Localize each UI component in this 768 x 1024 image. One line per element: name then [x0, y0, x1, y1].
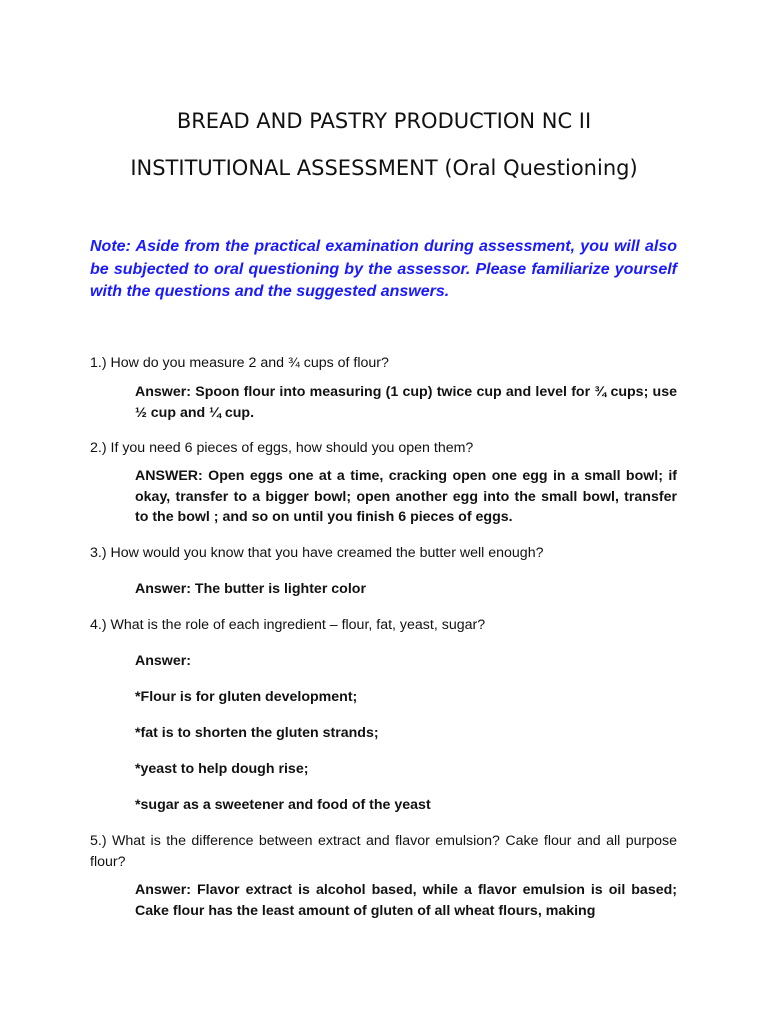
- answer-3: Answer: The butter is lighter color: [135, 581, 366, 597]
- answer-4-item: *yeast to help dough rise;: [135, 761, 309, 777]
- answer-4-item: *sugar as a sweetener and food of the yeast: [135, 797, 431, 813]
- question-1: 1.) How do you measure 2 and ¾ cups of flour?: [90, 355, 389, 371]
- answer-4-label: Answer:: [135, 653, 191, 669]
- answer-4-item: *fat is to shorten the gluten strands;: [135, 725, 379, 741]
- question-4: 4.) What is the role of each ingredient – flour, fat, yeast, sugar?: [90, 617, 486, 633]
- assessment-note: Note: Aside from the practical examination during assessment, you will also be subjected to oral questioning by the assessor. Please familiarize yourself with the questions and the suggested answers.: [90, 238, 677, 301]
- document-subtitle: INSTITUTIONAL ASSESSMENT (Oral Questioning): [130, 156, 638, 180]
- answer-1: Answer: Spoon flour into measuring (1 cup) twice cup and level for ¾ cups; use ½ cup and ¼ cup.: [135, 384, 677, 421]
- question-2: 2.) If you need 6 pieces of eggs, how should you open them?: [90, 440, 474, 456]
- answer-4-item: *Flour is for gluten development;: [135, 689, 358, 705]
- answer-5: Answer: Flavor extract is alcohol based, while a flavor emulsion is oil based; Cake flour has the least amount of gluten of all wheat flours, making: [135, 882, 677, 919]
- answer-2: ANSWER: Open eggs one at a time, cracking open one egg in a small bowl; if okay, transfer to a bigger bowl; open another egg into the small bowl, transfer to the bowl ; and so on until you finish 6 pieces of eggs.: [135, 468, 677, 525]
- document-title: BREAD AND PASTRY PRODUCTION NC II: [176, 109, 592, 133]
- question-3: 3.) How would you know that you have creamed the butter well enough?: [90, 545, 544, 561]
- question-5: 5.) What is the difference between extract and flavor emulsion? Cake flour and all purpose flour?: [90, 833, 677, 870]
